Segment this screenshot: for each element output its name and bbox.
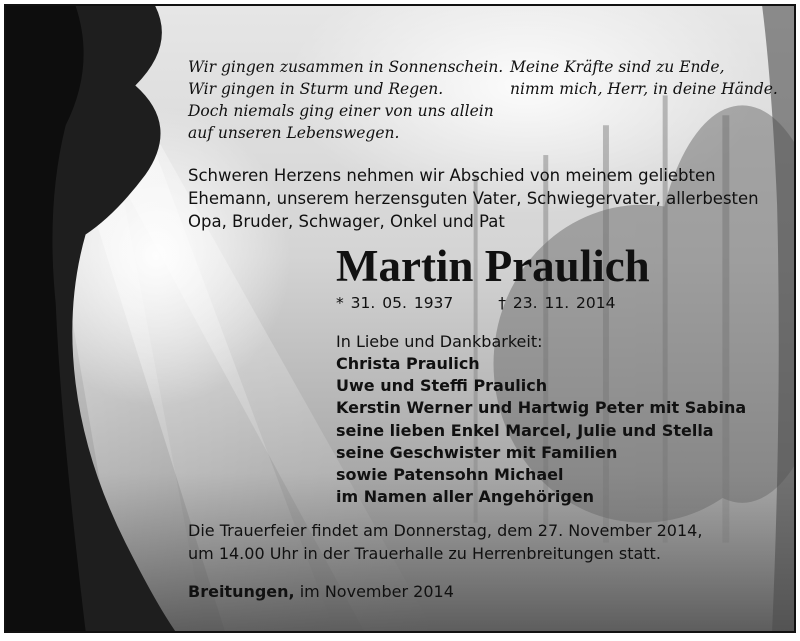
funeral-line: um 14.00 Uhr in der Trauerhalle zu Herrenbreitungen statt. [188,544,661,563]
poem-right [510,56,778,100]
poem-line: auf unseren Lebenswegen. [188,124,400,142]
mourners-list [336,353,746,508]
place-date [188,581,454,603]
poem-line: Wir gingen zusammen in Sonnenschein. [188,58,504,76]
farewell-intro [188,164,759,233]
mourner-line: sowie Patensohn Michael [336,465,564,485]
obituary-notice [4,4,796,633]
funeral-info [188,519,702,565]
mourner-line: im Namen aller Angehörigen [336,487,595,507]
poem-line: Meine Kräfte sind zu Ende, [510,58,725,76]
birth-date: * 31. 05. 1937 [336,294,454,312]
thanks-line: In Liebe und Dankbarkeit: [336,332,543,351]
poem-line: nimm mich, Herr, in deine Hände. [510,80,778,98]
intro-line: Ehemann, unserem herzensguten Vater, Schwiegervater, allerbesten [188,189,759,208]
life-dates [336,292,616,314]
poem-line: Wir gingen in Sturm und Regen. [188,80,444,98]
mourner-line: seine Geschwister mit Familien [336,442,618,462]
intro-line: Schweren Herzens nehmen wir Abschied von meinem geliebten [188,166,716,185]
poem-line: Doch niemals ging einer von uns allein [188,102,494,120]
place-town: Breitungen, [188,582,295,601]
mourner-line: Christa Praulich [336,354,480,373]
poem-left [188,56,503,144]
deceased-name: Martin Praulich [336,241,650,291]
death-date: † 23. 11. 2014 [498,294,616,312]
mourner-line: Kerstin Werner und Hartwig Peter mit Sabina [336,398,747,418]
mourner-line: Uwe und Steffi Praulich [336,376,548,396]
intro-line: Opa, Bruder, Schwager, Onkel und Pat [188,212,505,231]
place-month: im November 2014 [299,582,454,601]
funeral-line: Die Trauerfeier findet am Donnerstag, dem 27. November 2014, [188,521,703,540]
mourner-line: seine lieben Enkel Marcel, Julie und Stella [336,420,714,440]
